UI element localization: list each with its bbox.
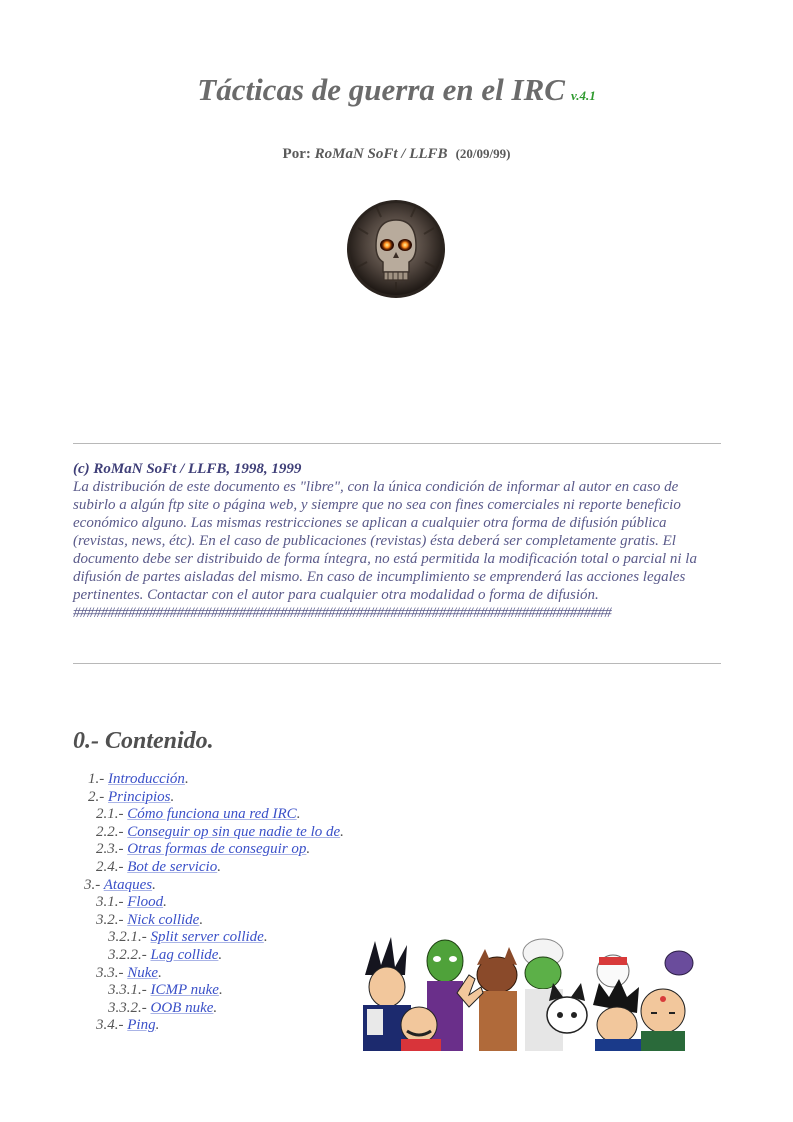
toc-item: 2.4.- Bot de servicio. — [96, 858, 221, 875]
toc-link-ataques[interactable]: Ataques — [103, 876, 153, 893]
toc-link-split-server[interactable]: Split server collide — [150, 929, 264, 946]
copyright-body: La distribución de este documento es "libre", con la única condición de informar al autor en caso de subirlo a algún ftp site o página web, y siempre que no sea con fines comerciales ni reporte beneficio económico alguno. Las mismas restricciones se aplican a cualquier otra forma de difusión pública (revistas, news, étc). En el caso de publicaciones (revistas) ésta deberá ser completamente gratis. El documento debe ser distribuido de forma íntegra, no está permitida la modificación total o parcial ni la difusión de partes aisladas del mismo. En caso de incumplimiento se emprenderá las acciones legales pertinentes. Contactar con el autor para cualquier otra modalidad o forma de difusión. — [73, 479, 697, 603]
by-label: Por: — [282, 146, 311, 162]
toc-item: 3.2.- Nick collide. — [96, 911, 204, 928]
copyright-notice — [73, 460, 723, 622]
toc-link-nick-collide[interactable]: Nick collide — [127, 911, 200, 928]
horizontal-rule-top — [73, 443, 721, 444]
toc-link-como-funciona[interactable]: Cómo funciona una red IRC — [127, 806, 297, 823]
toc-link-nuke[interactable]: Nuke — [127, 964, 159, 981]
title-text: Tácticas de guerra en el IRC — [197, 72, 565, 107]
toc-item: 2.- Principios. — [88, 788, 175, 805]
toc-item: 3.- Ataques. — [84, 876, 156, 893]
toc-item: 3.4.- Ping. — [96, 1017, 160, 1034]
toc-item: 1.- Introducción. — [88, 771, 189, 787]
toc-link-otras-formas[interactable]: Otras formas de conseguir op — [127, 841, 307, 858]
toc-link-lag-collide[interactable]: Lag collide — [150, 946, 219, 963]
skull-emblem-image — [346, 198, 446, 300]
toc-link-bot-servicio[interactable]: Bot de servicio — [127, 858, 218, 875]
toc-item: 2.2.- Conseguir op sin que nadie te lo de. — [96, 823, 344, 840]
toc-link-ping[interactable]: Ping — [127, 1017, 156, 1034]
hash-separator: ############################################################################## — [73, 605, 612, 621]
contents-heading: 0.- Contenido. — [73, 728, 214, 754]
toc-link-introduccion[interactable]: Introducción — [108, 771, 185, 787]
document-date: (20/09/99) — [455, 146, 511, 161]
toc-item: 3.1.- Flood. — [96, 894, 167, 911]
document-title — [0, 72, 793, 108]
toc-item: 3.3.2.- OOB nuke. — [108, 999, 218, 1016]
byline — [0, 146, 793, 163]
toc-item: 3.3.1.- ICMP nuke. — [108, 982, 223, 999]
horizontal-rule-bottom — [73, 663, 721, 664]
table-of-contents — [0, 771, 400, 1035]
author-name: RoMaN SoFt / LLFB — [314, 146, 448, 162]
toc-item: 2.3.- Otras formas de conseguir op. — [96, 841, 311, 858]
toc-link-flood[interactable]: Flood — [127, 894, 164, 911]
cartoon-characters-image — [357, 935, 703, 1051]
copyright-heading: (c) RoMaN SoFt / LLFB, 1998, 1999 — [73, 461, 302, 477]
toc-item: 3.2.2.- Lag collide. — [108, 946, 223, 963]
toc-item: 3.3.- Nuke. — [96, 964, 162, 981]
toc-link-oob-nuke[interactable]: OOB nuke — [150, 999, 214, 1016]
toc-link-icmp-nuke[interactable]: ICMP nuke — [150, 982, 219, 999]
toc-item: 2.1.- Cómo funciona una red IRC. — [96, 806, 301, 823]
toc-link-principios[interactable]: Principios — [108, 788, 171, 805]
toc-item: 3.2.1.- Split server collide. — [108, 929, 268, 946]
version-label: v.4.1 — [570, 88, 596, 103]
toc-link-conseguir-op[interactable]: Conseguir op sin que nadie te lo de — [127, 823, 341, 840]
